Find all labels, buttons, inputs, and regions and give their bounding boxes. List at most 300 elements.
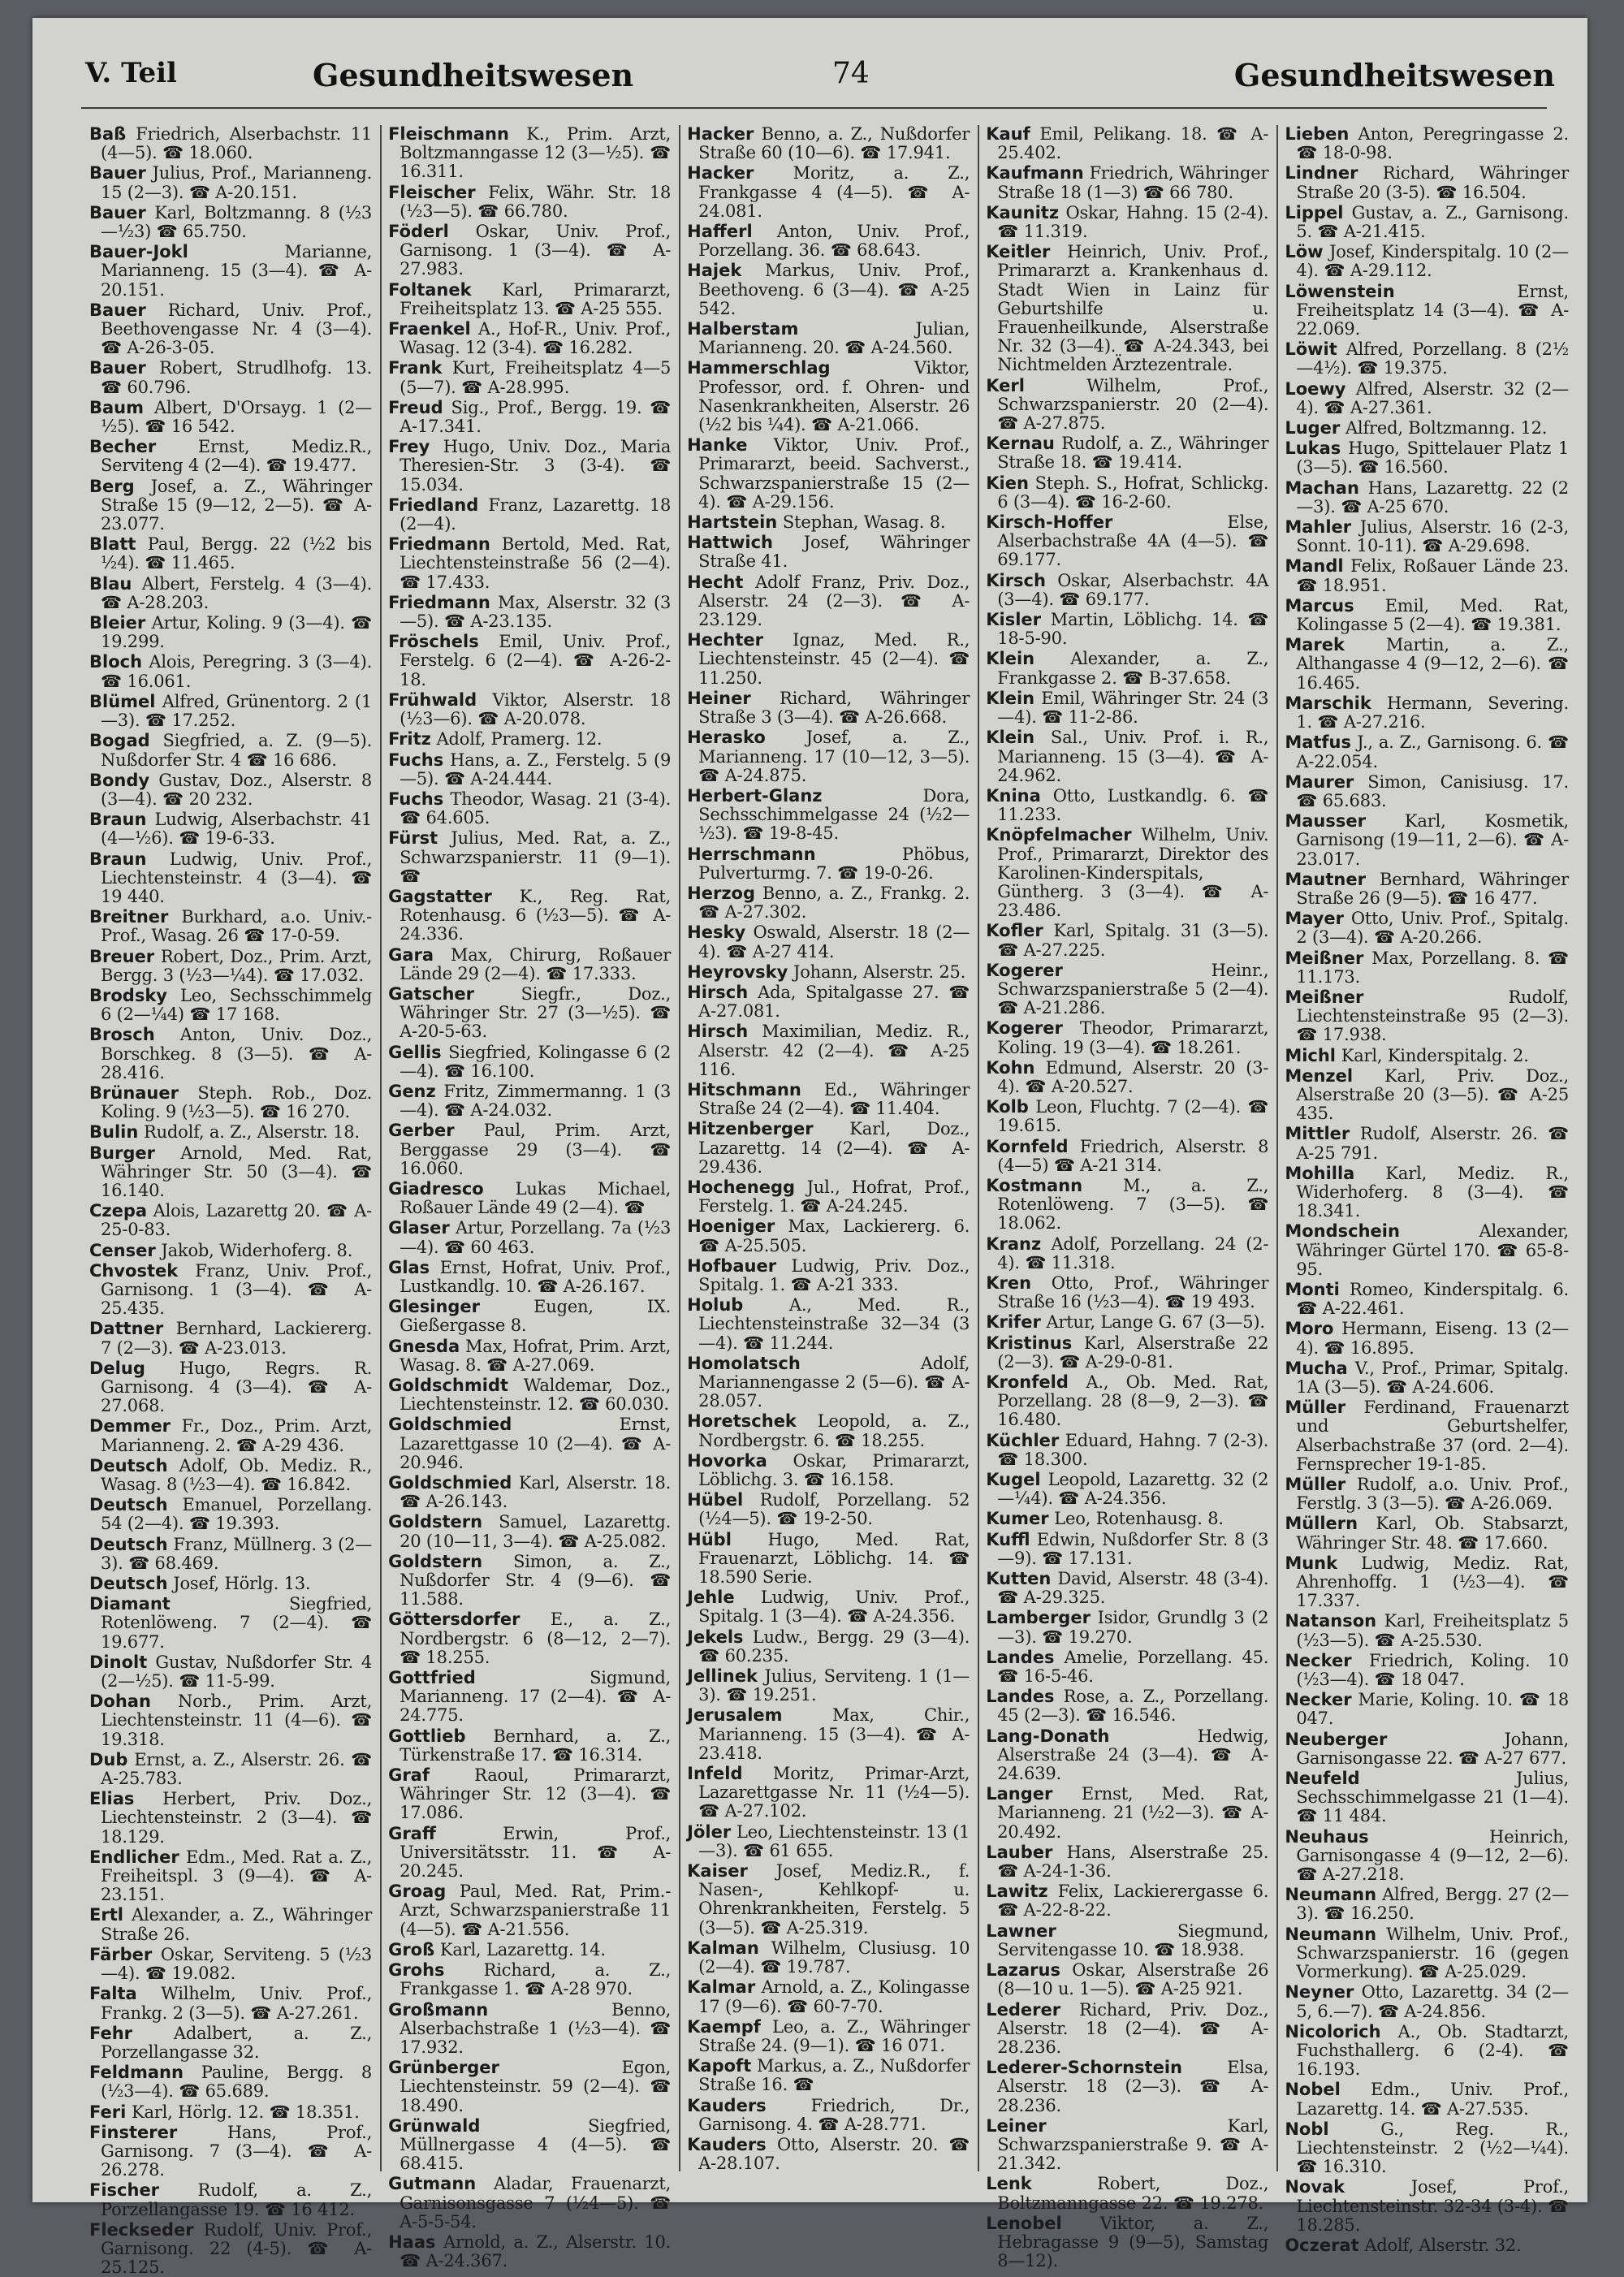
entry-details: Moritz, Primar-Arzt, Lazarettgasse Nr. 11 (½4—5). ☎ A-27.102.: [698, 1764, 970, 1821]
entry-details: Anton, Univ. Doz., Borschkeg. 8 (3—5). ☎ A-28.416.: [101, 1025, 373, 1082]
entry-details: G., Reg. R., Liechtensteinstr. 2 (½2—¼4). ☎ 16.310.: [1296, 2119, 1569, 2177]
entry-name: Grünberger: [388, 2058, 499, 2078]
directory-entry: [986, 1510, 1268, 1528]
entry-details: Alexander, a. Z., Frankgasse 2. ☎ B-37.658.: [997, 649, 1269, 688]
directory-entry: [388, 1882, 671, 1939]
directory-entry: [986, 1961, 1268, 1998]
directory-entry: [388, 535, 671, 592]
entry-name: Deutsch: [89, 1495, 168, 1515]
entry-details: Rudolf, Univ. Prof., Garnisong. 22 (4-5). ☎ A-25.125.: [101, 2219, 373, 2277]
entry-name: Deutsch: [89, 1455, 168, 1476]
directory-entry: [687, 963, 970, 982]
directory-entry: [687, 436, 970, 512]
entry-name: Graf: [388, 1765, 430, 1786]
directory-entry: [388, 125, 671, 182]
entry-name: Großmann: [388, 1999, 489, 2020]
directory-entry: [89, 1242, 372, 1260]
entry-details: Alfred, Porzellang. 8 (2½—4½). ☎ 19.375.: [1296, 339, 1569, 378]
entry-name: Bauer: [89, 202, 146, 223]
entry-name: Gellis: [388, 1042, 442, 1062]
directory-entry: [89, 575, 372, 612]
directory-entry: [388, 438, 671, 495]
directory-entry: [388, 751, 671, 789]
entry-name: Fuchs: [388, 750, 444, 770]
directory-entry: [1285, 1514, 1569, 1552]
entry-name: Gatscher: [388, 983, 475, 1004]
entry-details: Julian, Marianneng. 20. ☎ A-24.560.: [698, 319, 970, 358]
directory-entry: [1285, 1047, 1569, 1065]
directory-entry: [388, 2117, 671, 2174]
entry-details: Steph. Rob., Doz. Koling. 9 (½3—5). ☎ 16 270.: [101, 1082, 373, 1122]
entry-details: David, Alserstr. 48 (3-4). ☎ A-29.325.: [997, 1569, 1269, 1608]
entry-name: Föderl: [388, 222, 449, 242]
directory-entry: [687, 1765, 970, 1821]
entry-details: Karl, Kosmetik, Garnisong (19—11, 2—6). ☎ A-23.017.: [1296, 811, 1569, 869]
entry-name: Hechter: [687, 630, 764, 650]
entry-name: Gottlieb: [388, 1726, 466, 1746]
entry-name: Kirsch-Hoffer: [986, 512, 1113, 533]
entry-name: Oczerat: [1285, 2235, 1359, 2255]
directory-entry: [89, 614, 372, 651]
entry-name: Löw: [1285, 242, 1324, 262]
entry-details: Leopold, a. Z., Nordbergstr. 6. ☎ 18.255.: [698, 1411, 970, 1450]
entry-name: Hübel: [687, 1490, 744, 1510]
entry-details: A., Ob. Med. Rat, Porzellang. 28 (8—9, 2—3). ☎ 16.480.: [997, 1372, 1269, 1430]
entry-name: Gnesda: [388, 1336, 460, 1356]
column-1: [83, 124, 382, 2277]
directory-entry: [388, 1513, 671, 1550]
entry-name: Lenobel: [986, 2213, 1062, 2233]
entry-details: Adolf Franz, Priv. Doz., Alserstr. 24 (2—3). ☎ A-23.129.: [698, 572, 970, 630]
entry-details: Julius, Serviteng. 1 (1—3). ☎ 19.251.: [698, 1666, 970, 1705]
entry-name: Breuer: [89, 946, 155, 966]
entry-details: Ludwig, Priv. Doz., Spitalg. 1. ☎ A-21 333.: [698, 1255, 970, 1294]
directory-entry: [687, 1531, 970, 1588]
entry-details: Benno, a. Z., Frankg. 2. ☎ A-27.302.: [698, 883, 970, 922]
entry-name: Holub: [687, 1295, 744, 1316]
directory-entry: [388, 2233, 671, 2271]
entry-name: Neufeld: [1285, 1769, 1360, 1789]
directory-entry: [1285, 479, 1569, 516]
directory-entry: [986, 2175, 1268, 2212]
entry-details: Oswald, Alserstr. 18 (2—4). ☎ A-27 414.: [698, 922, 970, 961]
entry-details: Ludwig, Univ. Prof., Liechtensteinstr. 4 (3—4). ☎ 19 440.: [101, 849, 373, 906]
entry-name: Munk: [1285, 1553, 1338, 1573]
entry-name: Jekels: [687, 1627, 744, 1647]
entry-details: Markus, Univ. Prof., Beethoveng. 6 (3—4). ☎ A-25 542.: [698, 261, 970, 318]
directory-entry: [986, 922, 1268, 959]
entry-name: Neuberger: [1285, 1729, 1388, 1749]
directory-entry: [986, 164, 1268, 201]
entry-details: Kurt, Freiheitsplatz 4—5 (5—7). ☎ A-28.995.: [400, 358, 672, 397]
entry-details: Ernst, Lazarettgasse 10 (2—4). ☎ A-20.946.: [400, 1415, 672, 1472]
entry-details: Simon, a. Z., Nußdorfer Str. 4 (9—6). ☎ 11.588.: [400, 1551, 672, 1609]
directory-entry: [89, 1848, 372, 1905]
entry-details: Ferdinand, Frauenarzt und Geburtshelfer, Alserbachstraße 37 (ord. 2—4). Fernsprecher 19-1-85.: [1296, 1398, 1569, 1474]
entry-name: Necker: [1285, 1690, 1352, 1710]
entry-name: Gara: [388, 944, 434, 965]
entry-name: Hafferl: [687, 222, 753, 242]
directory-entry: [1285, 340, 1569, 378]
page-number: 74: [832, 57, 870, 90]
entry-details: Josef, Mediz.R., f. Nasen-, Kehlkopf- u. Ohrenkrankheiten, Ferstelg. 5 (3—5). ☎ A-25.319.: [698, 1861, 970, 1938]
entry-name: Infeld: [687, 1764, 743, 1784]
entry-details: Siegfried, Müllnergasse 4 (4—5). ☎ 68.415.: [400, 2115, 672, 2174]
entry-details: Adolf, Ob. Mediz. R., Wasag. 8 (½3—4). ☎ 16.842.: [101, 1455, 373, 1495]
entry-details: Maximilian, Mediz. R., Alserstr. 42 (2—4). ☎ A-25 116.: [698, 1022, 970, 1079]
directory-entry: [1285, 1886, 1569, 1923]
entry-name: Gottfried: [388, 1668, 476, 1688]
entry-details: Ernst, Freiheitsplatz 14 (3—4). ☎ A-22.069.: [1296, 281, 1569, 339]
entry-name: Menzel: [1285, 1065, 1354, 1086]
entry-name: Hesky: [687, 922, 746, 943]
directory-entry: [388, 2059, 671, 2115]
entry-name: Bloch: [89, 652, 143, 672]
entry-name: Genz: [388, 1081, 436, 1101]
directory-entry: [1285, 439, 1569, 477]
entry-details: Karl, Boltzmanng. 8 (½3—½3) ☎ 65.750.: [101, 202, 373, 242]
entry-details: Herbert, Priv. Doz., Liechtensteinstr. 2 (3—4). ☎ 18.129.: [101, 1789, 373, 1847]
entry-details: E., a. Z., Nordbergstr. 6 (8—12, 2—7). ☎ 18.255.: [400, 1609, 672, 1667]
entry-name: Glas: [388, 1257, 430, 1277]
entry-name: Goldschmied: [388, 1415, 512, 1435]
directory-entry: [89, 2221, 372, 2277]
directory-entry: [687, 2097, 970, 2134]
entry-name: Lauber: [986, 1842, 1053, 1862]
entry-name: Lazarus: [986, 1960, 1060, 1981]
entry-name: Hofbauer: [687, 1255, 777, 1276]
directory-entry: [89, 2024, 372, 2062]
directory-entry: [986, 1098, 1268, 1135]
entry-name: Elias: [89, 1789, 135, 1809]
entry-details: Ernst, Mediz.R., Servitеng 4 (2—4). ☎ 19.477.: [101, 437, 373, 476]
directory-entry: [388, 1180, 671, 1217]
entry-details: Hugo, Univ. Doz., Maria Theresien-Str. 3 (3-4). ☎ 15.034.: [400, 437, 672, 495]
entry-name: Lippel: [1285, 202, 1344, 223]
entry-details: Erwin, Prof., Universitätsstr. 11. ☎ A-20.245.: [400, 1823, 672, 1882]
entry-name: Brünauer: [89, 1082, 179, 1103]
entry-name: Lawitz: [986, 1882, 1048, 1902]
entry-details: Wilhelm, Univ. Prof., Schwarzspanierstr. 16 (gegen Vormerkung). ☎ A-25.029.: [1296, 1924, 1569, 1982]
entry-details: Otto, Prof., Währinger Straße 16 (½3—4). ☎ 19 493.: [997, 1272, 1269, 1312]
entry-name: Novak: [1285, 2177, 1345, 2197]
entry-name: Finsterer: [89, 2122, 178, 2142]
entry-name: Kostmann: [986, 1175, 1083, 1195]
entry-name: Meißner: [1285, 948, 1364, 968]
directory-entry: [986, 434, 1268, 472]
entry-name: Lieben: [1285, 124, 1350, 144]
entry-details: Johann, Alserstr. 25.: [793, 961, 966, 982]
header-rule: [81, 107, 1547, 109]
entry-name: Halberstam: [687, 319, 799, 339]
entry-name: Monti: [1285, 1279, 1340, 1299]
directory-entry: [986, 1373, 1268, 1430]
directory-entry: [986, 1648, 1268, 1686]
entry-name: Fuchs: [388, 789, 444, 809]
entry-details: Heinr., Schwarzspanierstraße 5 (2—4). ☎ A-21.286.: [997, 960, 1269, 1018]
directory-entry: [89, 1084, 372, 1121]
entry-name: Kauders: [687, 2134, 767, 2154]
entry-details: Hermann, Severing. 1. ☎ A-27.216.: [1296, 693, 1569, 732]
entry-name: Ertl: [89, 1905, 123, 1925]
entry-name: Gerber: [388, 1121, 455, 1141]
directory-entry: [986, 1727, 1268, 1784]
directory-entry: [687, 923, 970, 961]
entry-name: Kristinus: [986, 1333, 1073, 1353]
directory-entry: [89, 1906, 372, 1943]
entry-details: Max, Hofrat, Prim. Arzt, Wasag. 8. ☎ A-27.069.: [400, 1336, 672, 1375]
entry-name: Nicolorich: [1285, 2021, 1381, 2042]
entry-details: Burkhard, a.o. Univ.-Prof., Wasag. 26 ☎ 17-0-59.: [101, 907, 373, 946]
entry-details: Johann, Garnisongasse 22. ☎ A-27 677.: [1296, 1729, 1569, 1768]
entry-name: Burger: [89, 1143, 155, 1163]
entry-name: Lederer: [986, 1999, 1061, 2020]
entry-name: Dub: [89, 1749, 128, 1769]
entry-details: Hugo, Med. Rat, Frauenarzt, Löblichg. 14. ☎ 18.590 Serie.: [698, 1529, 970, 1588]
entry-details: Adolf, Pramerg. 12.: [436, 729, 603, 750]
directory-entry: [687, 125, 970, 162]
entry-details: A., Hof-R., Univ. Prof., Wasag. 12 (3-4). ☎ 16.282.: [400, 319, 672, 358]
directory-entry: [986, 1059, 1268, 1096]
directory-entry: [1285, 380, 1569, 417]
entry-name: Demmer: [89, 1416, 171, 1437]
directory-entry: [89, 1026, 372, 1082]
directory-entry: [388, 1415, 671, 1472]
directory-entry: [986, 1843, 1268, 1881]
entry-name: Landes: [986, 1687, 1055, 1707]
directory-entry: [89, 1692, 372, 1749]
directory-entry: [388, 399, 671, 436]
directory-entry: [687, 1667, 970, 1705]
entry-details: Franz, Müllnerg. 3 (2—3). ☎ 68.469.: [101, 1534, 373, 1573]
entry-name: Herbert-Glanz: [687, 785, 823, 806]
entry-details: Ed., Währinger Straße 24 (2—4). ☎ 11.404.: [698, 1079, 970, 1119]
entry-details: Heinrich, Univ. Prof., Primararzt a. Krankenhaus d. Stadt Wien in Lainz für Geburtshilfe u. Frauenheilkunde, Alserstraße Nr. 32 (3—4). ☎ A-24.343, bei Nichtmelden Ärztezentrale.: [997, 242, 1269, 375]
directory-entry: [388, 1376, 671, 1414]
entry-name: Goldstern: [388, 1551, 483, 1571]
entry-name: Hacker: [687, 163, 754, 184]
entry-details: Martin, a. Z., Althangasse 4 (9—12, 2—6). ☎ 16.465.: [1296, 635, 1569, 693]
entry-details: Leopold, Lazarettg. 32 (2—¼4). ☎ A-24.356.: [997, 1470, 1269, 1509]
entry-name: Baß: [89, 124, 127, 144]
directory-entry: [1285, 910, 1569, 947]
entry-details: M., a. Z., Rotenlöweng. 7 (3—5). ☎ 18.062.: [997, 1175, 1269, 1234]
entry-name: Marek: [1285, 635, 1345, 655]
entry-details: Adolf, Alserstr. 32.: [1364, 2235, 1522, 2255]
entry-details: Max, Lackiererg. 6. ☎ A-25.505.: [698, 1216, 970, 1255]
entry-details: Else, Alserbachstraße 4A (4—5). ☎ 69.177.: [997, 512, 1269, 570]
entry-details: Alexander, a. Z., Währinger Straße 26.: [101, 1905, 373, 1944]
entry-name: Deutsch: [89, 1534, 168, 1554]
entry-name: Delug: [89, 1358, 145, 1378]
entry-details: Richard, a. Z., Frankgasse 1. ☎ A-28 970.: [400, 1960, 672, 1999]
directory-entry: [89, 1417, 372, 1454]
entry-name: Kohn: [986, 1057, 1035, 1078]
directory-entry: [1285, 243, 1569, 280]
entry-name: Hoeniger: [687, 1216, 775, 1237]
directory-entry: [1285, 2120, 1569, 2177]
entry-name: Kalman: [687, 1938, 759, 1958]
entry-details: Siegfried, a. Z. (9—5). Nußdorfer Str. 4 ☎ 16 686.: [101, 731, 373, 770]
entry-details: Friedrich, Koling. 10 (½3—4). ☎ 18 047.: [1296, 1650, 1569, 1690]
directory-entry: [1285, 1828, 1569, 1885]
entry-details: Ignaz, Med. R., Liechtensteinstr. 45 (2—4). ☎ 11.250.: [698, 630, 970, 688]
entry-details: Karl, Freiheitsplatz 5 (½3—5). ☎ A-25.530.: [1296, 1611, 1569, 1650]
entry-name: Jehle: [687, 1588, 735, 1608]
directory-entry: [986, 787, 1268, 824]
entry-name: Frey: [388, 437, 430, 457]
entry-name: Mucha: [1285, 1358, 1348, 1378]
entry-details: Hermann, Eiseng. 13 (2—4). ☎ 16.895.: [1296, 1319, 1569, 1358]
directory-entry: [89, 399, 372, 436]
section-title-right: Gesundheitswesen: [1233, 57, 1555, 93]
entry-name: Müller: [1285, 1398, 1346, 1418]
entry-name: Fröschels: [388, 632, 479, 652]
entry-name: Lang-Donath: [986, 1726, 1110, 1746]
entry-name: Becher: [89, 437, 157, 457]
entry-details: Ernst, a. Z., Alserstr. 26. ☎ A-25.783.: [101, 1749, 373, 1789]
entry-details: Rose, a. Z., Porzellang. 45 (2—3). ☎ 16.546.: [997, 1687, 1269, 1726]
directory-entry: [388, 1727, 671, 1765]
directory-entry: [388, 1082, 671, 1120]
entry-name: Küchler: [986, 1430, 1060, 1450]
entry-details: Theodor, Primararzt, Koling. 19 (3—4). ☎ 18.261.: [997, 1018, 1269, 1057]
entry-details: Josef, Hörlg. 13.: [173, 1574, 311, 1594]
entry-name: Dinolt: [89, 1652, 148, 1672]
directory-entry: [1285, 2236, 1569, 2255]
directory-entry: [1285, 1554, 1569, 1611]
entry-name: Hacker: [687, 124, 754, 144]
directory-entry: [687, 2057, 970, 2094]
entry-details: Emil, Univ. Prof., Ferstelg. 6 (2—4). ☎ A-26-2-18.: [400, 632, 672, 689]
entry-details: Friedrich, Alserbachstr. 11 (4—5). ☎ 18.060.: [101, 124, 373, 163]
entry-details: Arnold, a. Z., Kolingasse 17 (9—6). ☎ 60-7-70.: [698, 1977, 970, 2016]
entry-details: Bernhard, Lackiererg. 7 (2—3). ☎ A-23.013.: [101, 1319, 373, 1358]
entry-name: Blatt: [89, 534, 136, 555]
entry-name: Langer: [986, 1784, 1053, 1804]
directory-entry: [89, 301, 372, 358]
entry-name: Gagstatter: [388, 886, 492, 906]
entry-name: Frank: [388, 358, 443, 378]
directory-entry: [388, 1961, 671, 1998]
entry-details: A., Med. R., Liechtensteinstraße 32—34 (3—4). ☎ 11.244.: [698, 1295, 970, 1353]
directory-entry: [89, 908, 372, 945]
directory-entry: [89, 948, 372, 985]
entry-name: Mondschein: [1285, 1221, 1400, 1242]
entry-details: Julius, Med. Rat, a. Z., Schwarzspanierstr. 11 (9—1). ☎: [400, 828, 672, 886]
entry-name: Klein: [986, 688, 1035, 708]
directory-entry: [388, 1337, 671, 1375]
entry-details: Alois, Lazarettg 20. ☎ A-25-0-83.: [101, 1201, 373, 1240]
entry-name: Kronfeld: [986, 1372, 1069, 1392]
directory-entry: [687, 1022, 970, 1079]
entry-details: Franz, Lazarettg. 18 (2—4).: [400, 495, 672, 534]
directory-entry: [1285, 812, 1569, 869]
entry-name: Fischer: [89, 2180, 160, 2201]
directory-entry: [687, 1178, 970, 1216]
entry-name: Marcus: [1285, 595, 1354, 616]
entry-details: Max, Porzellang. 8. ☎ 11.173.: [1296, 948, 1569, 987]
entry-name: Lukas: [1285, 439, 1341, 459]
directory-entry: [89, 1144, 372, 1201]
entry-details: Artur, Koling. 9 (3—4). ☎ 19.299.: [101, 613, 373, 652]
entry-details: Max, Chir., Marianneng. 15 (3—4). ☎ A-23.418.: [698, 1705, 970, 1763]
directory-entry: [388, 985, 671, 1042]
directory-entry: [986, 125, 1268, 162]
entry-details: A., Ob. Stadtarzt, Fuchsthallerg. 6 (2-4). ☎ 16.193.: [1296, 2021, 1569, 2080]
entry-details: Alois, Peregring. 3 (3—4). ☎ 16.061.: [101, 652, 373, 691]
directory-entry: [687, 728, 970, 785]
entry-details: Amelie, Porzellang. 45. ☎ 16-5-46.: [997, 1647, 1269, 1687]
entry-details: Dora, Sechsschimmelgasse 24 (½2—½3). ☎ 19-8-45.: [698, 785, 970, 844]
entry-name: Goldstern: [388, 1512, 483, 1532]
directory-entry: [687, 1706, 970, 1763]
entry-details: Fr., Doz., Prim. Arzt, Marianneng. 2. ☎ A-29 436.: [101, 1416, 373, 1455]
entry-name: Kren: [986, 1272, 1032, 1293]
entry-name: Fehr: [89, 2023, 133, 2043]
directory-entry: [89, 1359, 372, 1416]
entry-name: Kofler: [986, 921, 1043, 941]
entry-details: Karl, Primararzt, Freiheitsplatz 13. ☎ A-25 555.: [400, 279, 672, 318]
entry-name: Moro: [1285, 1319, 1334, 1339]
entry-details: Jakob, Widerhoferg. 8.: [161, 1240, 353, 1260]
directory-entry: [89, 2181, 372, 2219]
entry-name: Lawner: [986, 1921, 1056, 1941]
entry-details: Oskar, Hahng. 15 (2-4). ☎ 11.319.: [997, 202, 1269, 242]
directory-entry: [89, 1575, 372, 1593]
entry-name: Kapoft: [687, 2056, 752, 2076]
entry-name: Kolb: [986, 1097, 1029, 1117]
entry-name: Fleischer: [388, 182, 476, 202]
entry-details: Josef, Währinger Straße 41.: [698, 533, 970, 572]
entry-details: Oskar, Serviteng. 5 (½3—4). ☎ 19.082.: [101, 1944, 373, 1984]
entry-details: Arnold, Med. Rat, Währinger Str. 50 (3—4). ☎ 16.140.: [101, 1143, 373, 1200]
entry-name: Hajek: [687, 261, 742, 281]
directory-entry: [89, 2124, 372, 2180]
entry-details: Aladar, Frauenarzt, Garnisonsgasse 7 (½4—5). ☎ A-5-5-54.: [400, 2174, 672, 2232]
entry-details: Wilhelm, Univ. Prof., Frankg. 2 (3—5). ☎ A-27.261.: [101, 1984, 373, 2023]
directory-entry: [986, 1687, 1268, 1725]
entry-name: Friedmann: [388, 592, 490, 612]
entry-details: Hans, Alserstraße 25. ☎ A-24-1-36.: [997, 1842, 1269, 1882]
entry-details: Norb., Prim. Arzt, Liechtensteinstr. 11 (4—6). ☎ 19.318.: [101, 1692, 373, 1749]
entry-details: Viktor, Professor, ord. f. Ohren- und Nasenkrankheiten, Alserstr. 26 (½2 bis ¼4). ☎ A-21.066.: [698, 358, 970, 435]
entry-details: Sigmund, Marianneng. 17 (2—4). ☎ A-24.775.: [400, 1668, 672, 1726]
entry-details: Viktor, a. Z., Hebragasse 9 (9—5), Samstag 8—12).: [997, 2213, 1269, 2271]
directory-entry: [89, 1202, 372, 1239]
entry-details: Felix, Roßauer Lände 23. ☎ 18.951.: [1296, 556, 1569, 595]
entry-name: Kutten: [986, 1569, 1052, 1589]
directory-entry: [1285, 597, 1569, 634]
entry-name: Falta: [89, 1984, 137, 2004]
entry-name: Jerusalem: [687, 1705, 783, 1726]
entry-name: Homolatsch: [687, 1353, 801, 1373]
entry-details: Moritz, a. Z., Frankgasse 4 (4—5). ☎ A-24.081.: [698, 163, 970, 221]
entry-details: Hugo, Regrs. R. Garnisong. 4 (3—4). ☎ A-27.068.: [101, 1358, 373, 1416]
entry-details: Richard, Priv. Doz., Alserstr. 18 (2—4). ☎ A-28.236.: [997, 1999, 1269, 2057]
entry-details: Leo, a. Z., Währinger Straße 24. (9—1). ☎ 16 071.: [698, 2016, 970, 2055]
entry-name: Endlicher: [89, 1847, 179, 1867]
directory-entry: [1285, 164, 1569, 201]
directory-entry: [89, 204, 372, 241]
entry-name: Kranz: [986, 1234, 1042, 1254]
directory-entry: [1285, 2023, 1569, 2080]
entry-name: Meißner: [1285, 987, 1364, 1007]
entry-name: Neumann: [1285, 1924, 1377, 1944]
entry-name: Herrschmann: [687, 844, 816, 864]
section-title-left: Gesundheitswesen: [313, 57, 634, 93]
entry-name: Czepa: [89, 1201, 148, 1221]
